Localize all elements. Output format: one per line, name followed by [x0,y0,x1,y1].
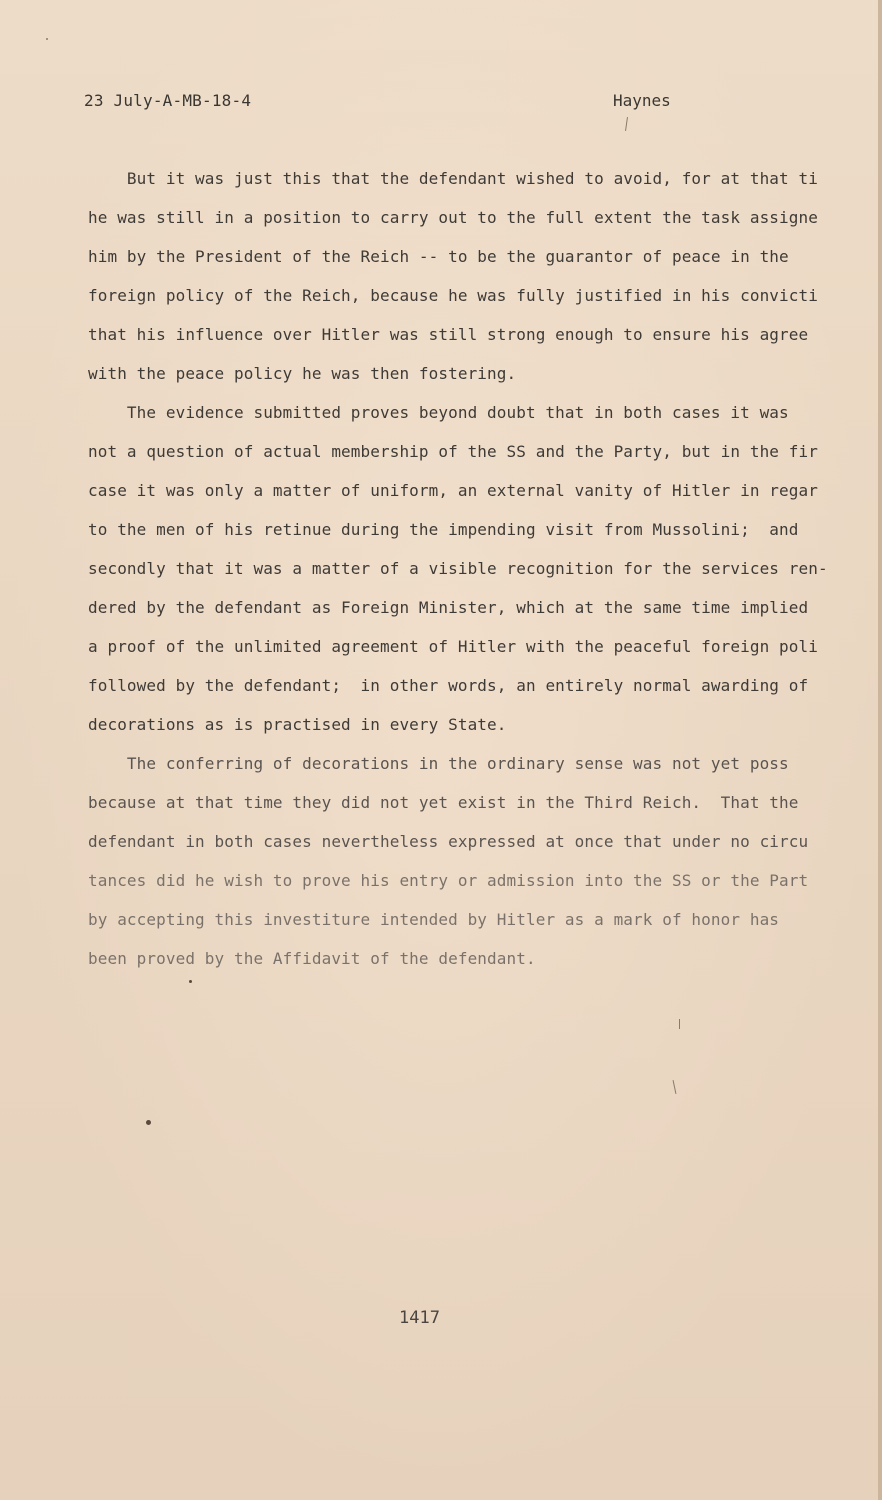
paper-speck [146,1120,151,1125]
text-line: The conferring of decorations in the ordinary sense was not yet poss [88,754,789,773]
text-line: not a question of actual membership of the SS and the Party, but in the fir [88,442,818,461]
text-line: secondly that it was a matter of a visible recognition for the services ren- [88,559,828,578]
text-line: But it was just this that the defendant wished to avoid, for at that ti [88,169,818,188]
text-line: The evidence submitted proves beyond doubt that in both cases it was [88,403,789,422]
text-line: with the peace policy he was then fostering. [88,364,517,383]
text-line: that his influence over Hitler was still strong enough to ensure his agree [88,325,809,344]
document-reference: 23 July-A-MB-18-4 [84,91,252,110]
text-line: he was still in a position to carry out to the full extent the task assigne [88,208,818,227]
text-line: because at that time they did not yet exist in the Third Reich. That the [88,793,799,812]
text-line: decorations as is practised in every State. [88,715,507,734]
text-line: been proved by the Affidavit of the defendant. [88,949,536,968]
paper-scratch [625,117,628,131]
paper-scratch [679,1019,680,1029]
text-line: by accepting this investiture intended by Hitler as a mark of honor has [88,910,780,929]
text-line: foreign policy of the Reich, because he was fully justified in his convicti [88,286,818,305]
text-line: him by the President of the Reich -- to be the guarantor of peace in the [88,247,789,266]
text-line: case it was only a matter of uniform, an external vanity of Hitler in regar [88,481,818,500]
page-number: 1417 [399,1308,440,1328]
speaker-name: Haynes [613,91,671,110]
text-line: dered by the defendant as Foreign Minister, which at the same time implied [88,598,809,617]
transcript-body [88,164,882,983]
paper-speck [46,38,48,40]
text-line: followed by the defendant; in other words, an entirely normal awarding of [88,676,809,695]
text-line: to the men of his retinue during the impending visit from Mussolini; and [88,520,799,539]
paper-speck [189,980,192,983]
text-line: defendant in both cases nevertheless expressed at once that under no circu [88,832,809,851]
text-line: a proof of the unlimited agreement of Hitler with the peaceful foreign poli [88,637,818,656]
text-line: tances did he wish to prove his entry or admission into the SS or the Part [88,871,809,890]
paper-scratch [673,1080,677,1094]
